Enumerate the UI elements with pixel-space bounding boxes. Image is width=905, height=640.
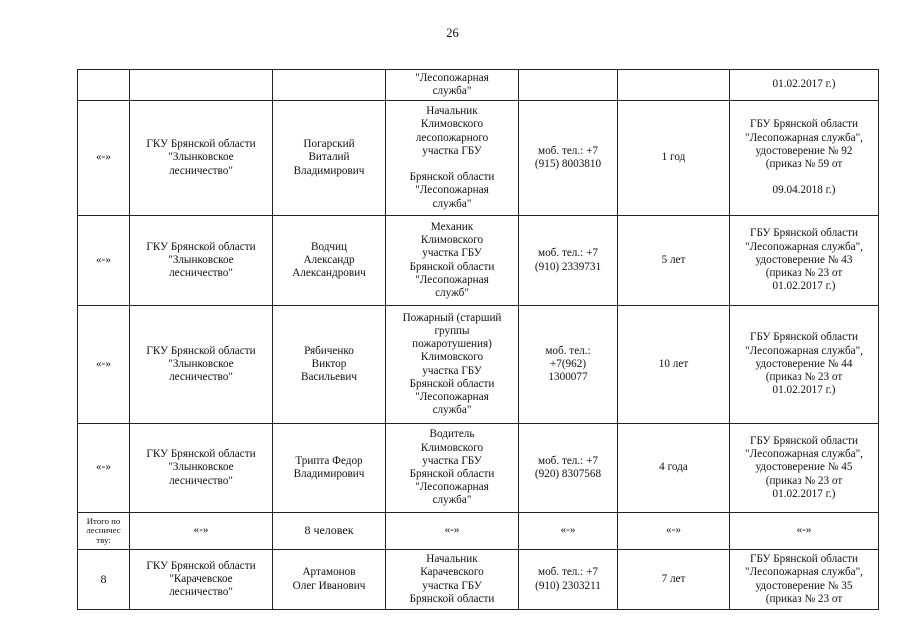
total-phone-cell: «-»: [519, 513, 618, 550]
row-number: «-»: [78, 424, 130, 513]
person-name-cell: Трипта Федор Владимирович: [273, 424, 386, 513]
total-label: Итого по лесничес тву:: [78, 513, 130, 550]
total-certificate-cell: «-»: [730, 513, 879, 550]
experience-cell: 7 лет: [618, 550, 730, 610]
organization-cell: ГКУ Брянской области "Злынковское лесничество": [130, 216, 273, 306]
position-cell: Начальник Карачевского участка ГБУ Брянской области: [386, 550, 519, 610]
table-row: [78, 70, 879, 101]
person-name-cell: Артамонов Олег Иванович: [273, 550, 386, 610]
certificate-cell: 01.02.2017 г.): [730, 70, 879, 101]
table-row: [78, 424, 879, 513]
experience-cell: 4 года: [618, 424, 730, 513]
total-organization-cell: «-»: [130, 513, 273, 550]
certificate-cell: ГБУ Брянской области "Лесопожарная служба", удостоверение № 44 (приказ № 23 от 01.02.2017 г.): [730, 306, 879, 424]
experience-cell: 5 лет: [618, 216, 730, 306]
page-number: 26: [446, 26, 459, 40]
person-name-cell: Водчиц Александр Александрович: [273, 216, 386, 306]
row-number: [78, 70, 130, 101]
phone-cell: моб. тел.: +7 (915) 8003810: [519, 101, 618, 216]
experience-cell: 1 год: [618, 101, 730, 216]
experience-cell: 10 лет: [618, 306, 730, 424]
phone-cell: моб. тел.: +7 (910) 2303211: [519, 550, 618, 610]
organization-cell: [130, 70, 273, 101]
person-name-cell: Рябиченко Виктор Васильевич: [273, 306, 386, 424]
row-number: «-»: [78, 101, 130, 216]
person-name-cell: [273, 70, 386, 101]
total-position-cell: «-»: [386, 513, 519, 550]
phone-cell: моб. тел.: +7 (920) 8307568: [519, 424, 618, 513]
phone-cell: моб. тел.: +7 (910) 2339731: [519, 216, 618, 306]
organization-cell: ГКУ Брянской области "Злынковское лесничество": [130, 424, 273, 513]
position-cell: Водитель Климовского участка ГБУ Брянской области "Лесопожарная служба": [386, 424, 519, 513]
certificate-cell: ГБУ Брянской области "Лесопожарная служба", удостоверение № 92 (приказ № 59 от 09.04.2018 г.): [730, 101, 879, 216]
total-experience-cell: «-»: [618, 513, 730, 550]
organization-cell: ГКУ Брянской области "Злынковское лесничество": [130, 101, 273, 216]
certificate-cell: ГБУ Брянской области "Лесопожарная служба", удостоверение № 43 (приказ № 23 от 01.02.2017 г.): [730, 216, 879, 306]
person-name-cell: Погарский Виталий Владимирович: [273, 101, 386, 216]
position-cell: Пожарный (старший группы пожаротушения) Климовского участка ГБУ Брянской области "Лесопожарная служба": [386, 306, 519, 424]
phone-cell: [519, 70, 618, 101]
organization-cell: ГКУ Брянской области "Злынковское лесничество": [130, 306, 273, 424]
table-row: [78, 550, 879, 610]
row-number: «-»: [78, 216, 130, 306]
row-number: «-»: [78, 306, 130, 424]
position-cell: Механик Климовского участка ГБУ Брянской области "Лесопожарная служб": [386, 216, 519, 306]
table-row: [78, 216, 879, 306]
staff-table: [77, 69, 879, 610]
total-count-cell: 8 человек: [273, 513, 386, 550]
total-row: [78, 513, 879, 550]
certificate-cell: ГБУ Брянской области "Лесопожарная служба", удостоверение № 35 (приказ № 23 от: [730, 550, 879, 610]
table-row: [78, 101, 879, 216]
organization-cell: ГКУ Брянской области "Карачевское лесничество": [130, 550, 273, 610]
table-row: [78, 306, 879, 424]
phone-cell: моб. тел.: +7(962) 1300077: [519, 306, 618, 424]
position-cell: "Лесопожарная служба": [386, 70, 519, 101]
position-cell: Начальник Климовского лесопожарного участка ГБУ Брянской области "Лесопожарная служба": [386, 101, 519, 216]
row-number: 8: [78, 550, 130, 610]
certificate-cell: ГБУ Брянской области "Лесопожарная служба", удостоверение № 45 (приказ № 23 от 01.02.2017 г.): [730, 424, 879, 513]
experience-cell: [618, 70, 730, 101]
